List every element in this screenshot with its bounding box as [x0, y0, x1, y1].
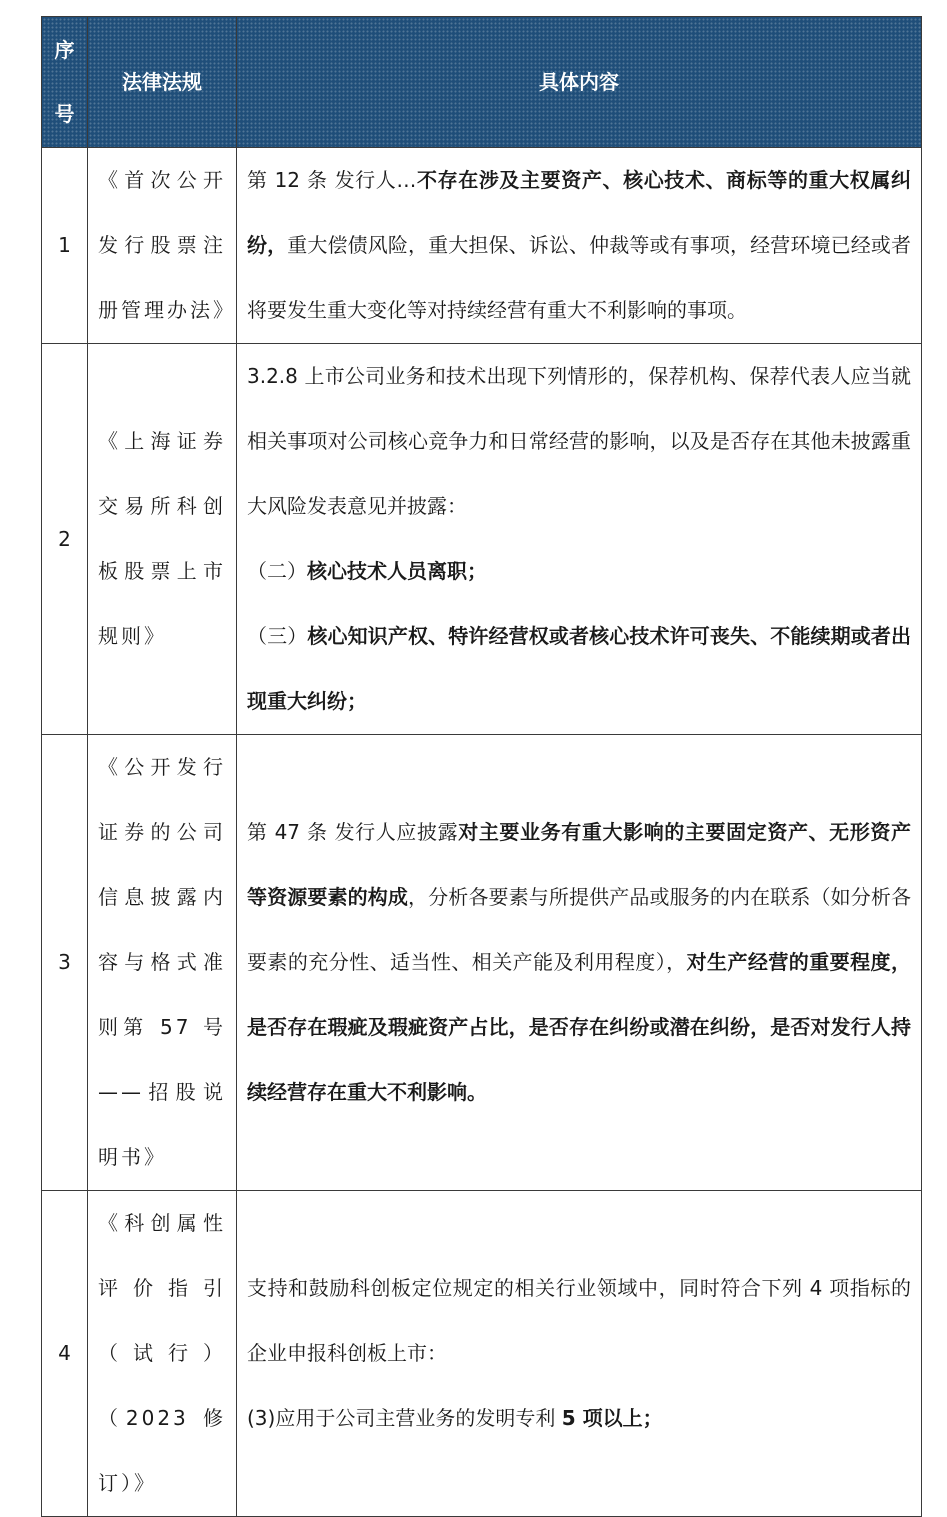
content-bold-text: 核心知识产权、特许经营权或者核心技术许可丧失、不能续期或者出现重大纠纷； — [247, 624, 911, 713]
content-paragraph — [247, 800, 911, 1125]
table-header-row — [42, 17, 922, 148]
content-text: 第 12 条 发行人… — [247, 168, 417, 192]
table-row — [42, 735, 922, 1191]
row-seq: 4 — [42, 1191, 88, 1517]
content-text: （二） — [247, 559, 307, 583]
laws-table — [41, 16, 922, 1517]
content-paragraph — [247, 148, 911, 343]
content-bold-text: 核心技术人员离职； — [307, 559, 487, 583]
row-content — [237, 148, 922, 344]
content-text: 重大偿债风险，重大担保、诉讼、仲裁等或有事项，经营环境已经或者将要发生重大变化等对持续经营有重大不利影响的事项。 — [247, 233, 911, 322]
content-bold-text: 不存在涉及主要资产、核心技术、商标等的重大权属纠纷， — [247, 168, 911, 257]
content-paragraph — [247, 1386, 911, 1451]
header-seq: 序号 — [42, 17, 88, 148]
header-content: 具体内容 — [237, 17, 922, 148]
content-paragraph — [247, 604, 911, 734]
row-seq: 2 — [42, 344, 88, 735]
row-content — [237, 344, 922, 735]
content-paragraph — [247, 344, 911, 539]
table-row — [42, 148, 922, 344]
header-law: 法律法规 — [88, 17, 237, 148]
content-text: 3.2.8 上市公司业务和技术出现下列情形的，保荐机构、保荐代表人应当就相关事项对公司核心竞争力和日常经营的影响，以及是否存在其他未披露重大风险发表意见并披露： — [247, 364, 911, 518]
content-text: (3)应用于公司主营业务的发明专利 — [247, 1406, 562, 1430]
content-bold-text: 对主要业务有重大影响的主要固定资产、无形资产等资源要素的构成 — [247, 820, 911, 909]
table-row — [42, 344, 922, 735]
content-paragraph — [247, 1256, 911, 1386]
row-content — [237, 735, 922, 1191]
content-bold-text: 对生产经营的重要程度，是否存在瑕疵及瑕疵资产占比，是否存在纠纷或潜在纠纷，是否对发行人持续经营存在重大不利影响。 — [247, 950, 911, 1104]
row-law: 《科创属性评价指引（试行）（2023 修订）》 — [88, 1191, 237, 1517]
content-text: （三） — [247, 624, 308, 648]
row-law: 《公开发行证券的公司信息披露内容与格式准则第 57 号——招股说明书》 — [88, 735, 237, 1191]
content-bold-text: 5 项以上； — [561, 1406, 663, 1430]
row-content — [237, 1191, 922, 1517]
row-law: 《首次公开发行股票注册管理办法》 — [88, 148, 237, 344]
row-seq: 1 — [42, 148, 88, 344]
row-law: 《上海证券交易所科创板股票上市规则》 — [88, 344, 237, 735]
row-seq: 3 — [42, 735, 88, 1191]
content-text: ，分析各要素与所提供产品或服务的内在联系（如分析各要素的充分性、适当性、相关产能及利用程度）， — [247, 885, 911, 974]
content-text: 第 47 条 发行人应披露 — [247, 820, 459, 844]
table-row — [42, 1191, 922, 1517]
content-text: 支持和鼓励科创板定位规定的相关行业领域中，同时符合下列 4 项指标的企业申报科创板上市： — [247, 1276, 911, 1365]
content-paragraph — [247, 539, 911, 604]
